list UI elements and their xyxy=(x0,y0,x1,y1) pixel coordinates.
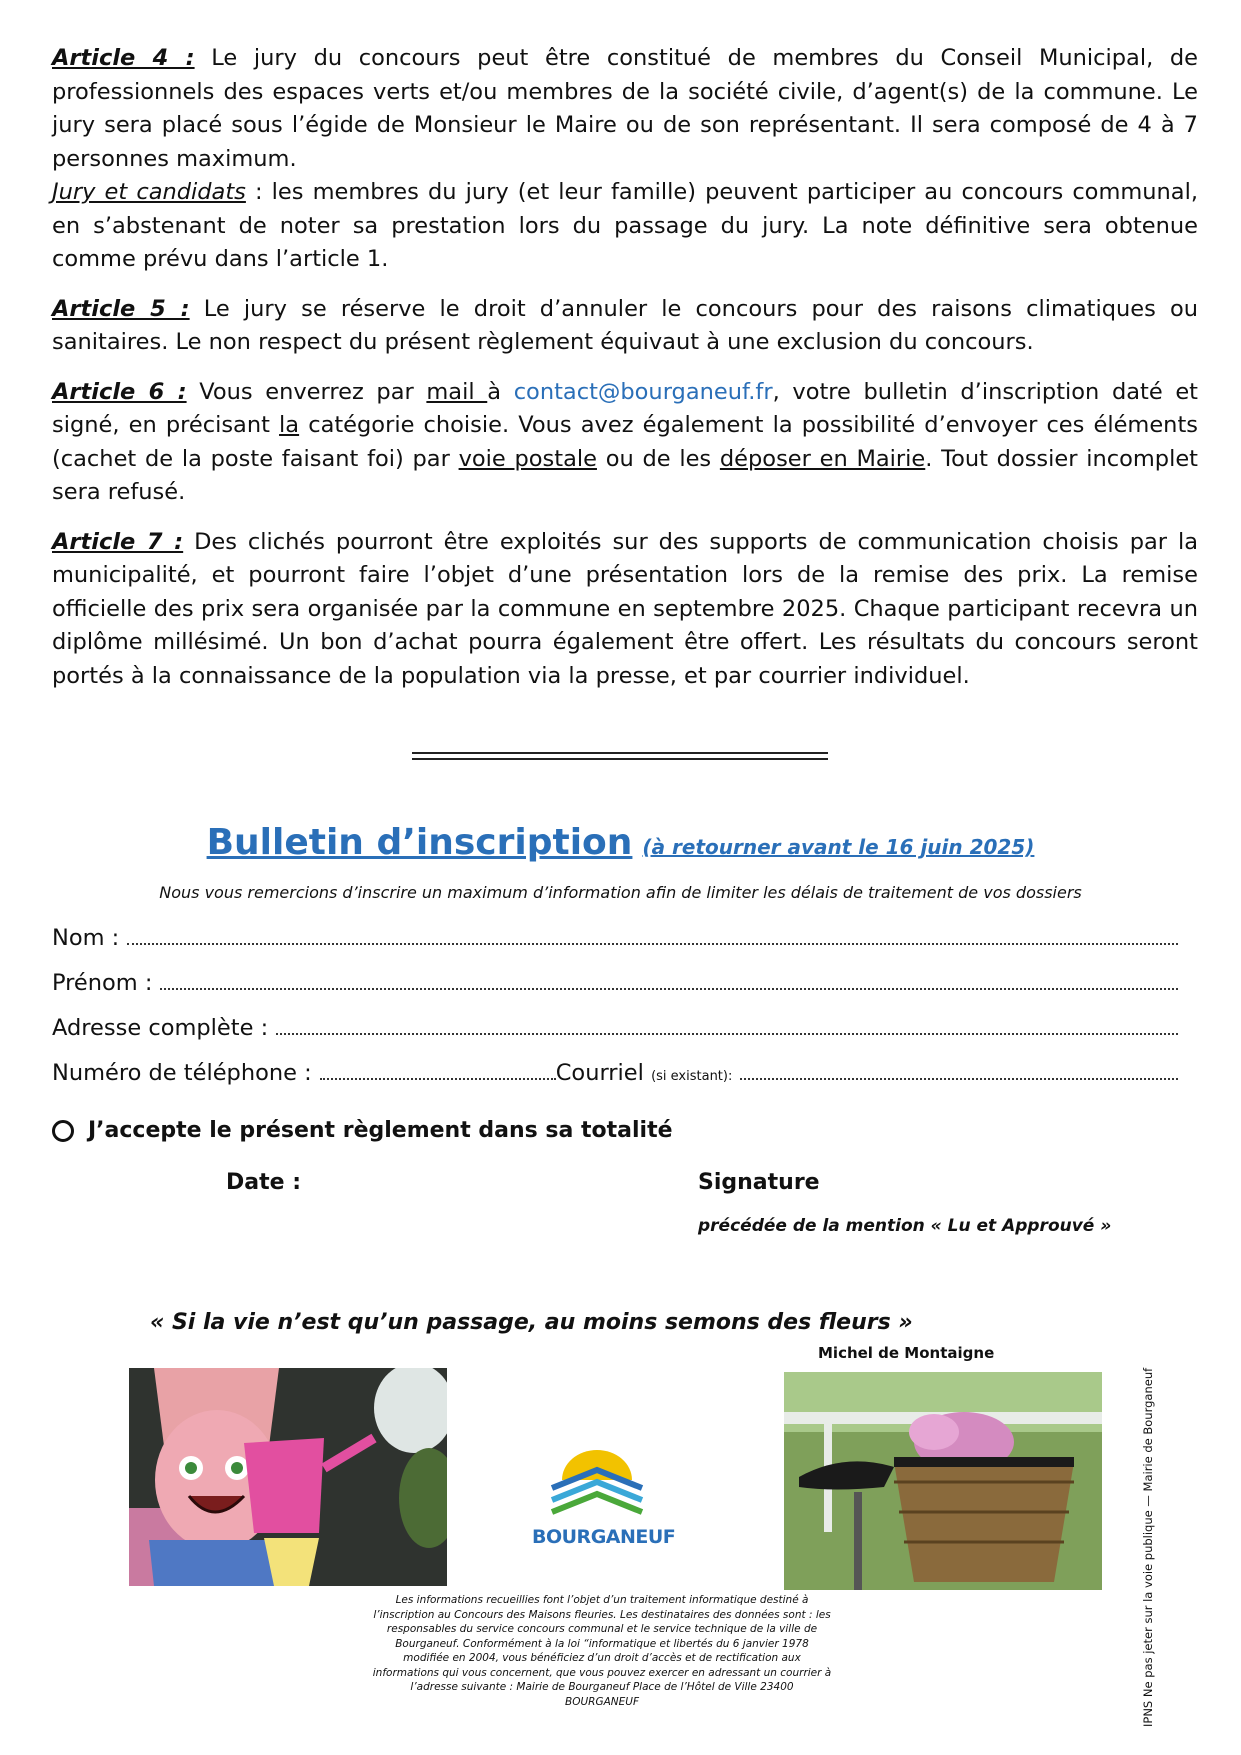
bulletin-title-main: Bulletin d’inscription xyxy=(206,822,633,863)
ipns-vertical-note: IPNS Ne pas jeter sur la voie publique — Mairie de Bourganeuf xyxy=(1141,1367,1155,1727)
bicycle-basket-photo xyxy=(784,1372,1102,1590)
la-word: la xyxy=(279,412,300,438)
data-protection-notice: Les informations recueillies font l’objet d’un traitement informatique destiné à l’inscription au Concours des Maisons fleuries. Les destinataires des données sont : les responsables du service concours communal et le service technique de la ville de Bourganeuf. Conformément à la loi “informatique et libertés du 6 janvier 1978 modifiée en 2004, vous bénéficiez d’un droit d’accès et de rectification aux informations qui vous concernent, que vous pouvez exercer en adressant un courrier à l’adresse suivante : Mairie de Bourganeuf Place de l’Hôtel de Ville 23400 BOURGANEUF xyxy=(372,1594,832,1708)
nom-line[interactable] xyxy=(127,939,1178,945)
courriel-note: (si existant): xyxy=(651,1069,733,1084)
checkbox-circle-icon[interactable] xyxy=(52,1120,74,1142)
flowerpot-figure-illustration xyxy=(129,1368,447,1586)
logo-text: BOURGANEUF xyxy=(532,1526,676,1548)
telephone-line[interactable] xyxy=(320,1074,556,1080)
article-7 xyxy=(52,526,1198,694)
courriel-line[interactable] xyxy=(740,1074,1178,1080)
accept-rules[interactable] xyxy=(52,1118,673,1143)
article-4-label: Article 4 : xyxy=(52,45,195,71)
article-7-label: Article 7 : xyxy=(52,528,184,555)
telephone-label: Numéro de téléphone : xyxy=(52,1060,312,1086)
accept-label: J’accepte le présent règlement dans sa totalité xyxy=(88,1118,673,1143)
courriel-label: Courriel xyxy=(555,1060,644,1086)
article-5 xyxy=(52,293,1198,360)
bourganeuf-logo-icon xyxy=(532,1450,662,1525)
deposer-mairie: déposer en Mairie xyxy=(719,445,926,472)
signature-label: Signature xyxy=(698,1170,820,1195)
article-6 xyxy=(52,376,1198,510)
voie-postale: voie postale xyxy=(458,445,597,472)
date-label: Date : xyxy=(226,1170,302,1195)
article-6-text-2: à xyxy=(487,378,514,405)
prenom-field[interactable] xyxy=(52,970,1178,996)
mail-word: mail xyxy=(426,378,488,405)
article-6-text-5: ou de les xyxy=(596,445,720,472)
jury-candidates-label: Jury et candidats xyxy=(52,179,246,205)
flowerpot-figure-photo xyxy=(129,1368,447,1586)
nom-label: Nom : xyxy=(52,925,120,951)
bulletin-intro: Nous vous remercions d’inscrire un maximum d’information afin de limiter les délais de traitement de vos dossiers xyxy=(159,883,1082,902)
article-6-text-3: , votre bulletin d’inscription daté et signé, en précisant xyxy=(52,378,1198,438)
article-5-label: Article 5 : xyxy=(52,295,190,322)
contact-email-link[interactable]: contact@bourganeuf.fr xyxy=(513,378,773,405)
bicycle-basket-illustration xyxy=(784,1372,1102,1590)
separator-line xyxy=(412,752,828,754)
signature-note: précédée de la mention « Lu et Approuvé » xyxy=(698,1216,1112,1236)
adresse-field[interactable] xyxy=(52,1015,1178,1041)
jury-candidates-text: : les membres du jury (et leur famille) peuvent participer au concours communal, en s’abstenant de noter sa prestation lors du passage du jury. La note définitive sera obtenue comme prévu dans l’article 1. xyxy=(52,179,1198,272)
quote-author: Michel de Montaigne xyxy=(818,1344,995,1362)
article-6-text-4: catégorie choisie. Vous avez également la possibilité d’envoyer ces éléments (cachet de la poste faisant foi) par xyxy=(52,412,1198,472)
article-5-text: Le jury se réserve le droit d’annuler le concours pour des raisons climatiques ou sanitaires. Le non respect du présent règlement équivaut à une exclusion du concours. xyxy=(52,295,1198,355)
bourganeuf-logo xyxy=(532,1450,676,1548)
bulletin-title xyxy=(0,822,1241,863)
nom-field[interactable] xyxy=(52,925,1178,951)
adresse-line[interactable] xyxy=(276,1029,1178,1035)
article-4 xyxy=(52,42,1198,176)
prenom-line[interactable] xyxy=(160,984,1178,990)
telephone-courriel-field[interactable] xyxy=(52,1060,1178,1086)
prenom-label: Prénom : xyxy=(52,970,153,996)
bulletin-deadline: (à retourner avant le 16 juin 2025) xyxy=(642,835,1035,859)
article-6-text-6: . Tout dossier incomplet sera refusé. xyxy=(52,445,1198,505)
montaigne-quote: « Si la vie n’est qu’un passage, au moins semons des fleurs » xyxy=(150,1310,913,1335)
jury-candidates xyxy=(52,176,1198,277)
adresse-label: Adresse complète : xyxy=(52,1015,269,1041)
article-7-text: Des clichés pourront être exploités sur des supports de communication choisis par la municipalité, et pourront faire l’objet d’une présentation lors de la remise des prix. La remise officielle des prix sera organisée par la commune en septembre 2025. Chaque participant recevra un diplôme millésimé. Un bon d’achat pourra également être offert. Les résultats du concours seront portés à la connaissance de la population via la presse, et par courrier individuel. xyxy=(52,528,1199,689)
article-6-text-1: Vous enverrez par xyxy=(186,378,427,405)
rules-articles xyxy=(52,42,1198,693)
article-6-label: Article 6 : xyxy=(52,378,187,405)
article-4-text: Le jury du concours peut être constitué de membres du Conseil Municipal, de professionnels des espaces verts et/ou membres de la société civile, d’agent(s) de la commune. Le jury sera placé sous l’égide de Monsieur le Maire ou de son représentant. Il sera composé de 4 à 7 personnes maximum. xyxy=(52,45,1199,172)
